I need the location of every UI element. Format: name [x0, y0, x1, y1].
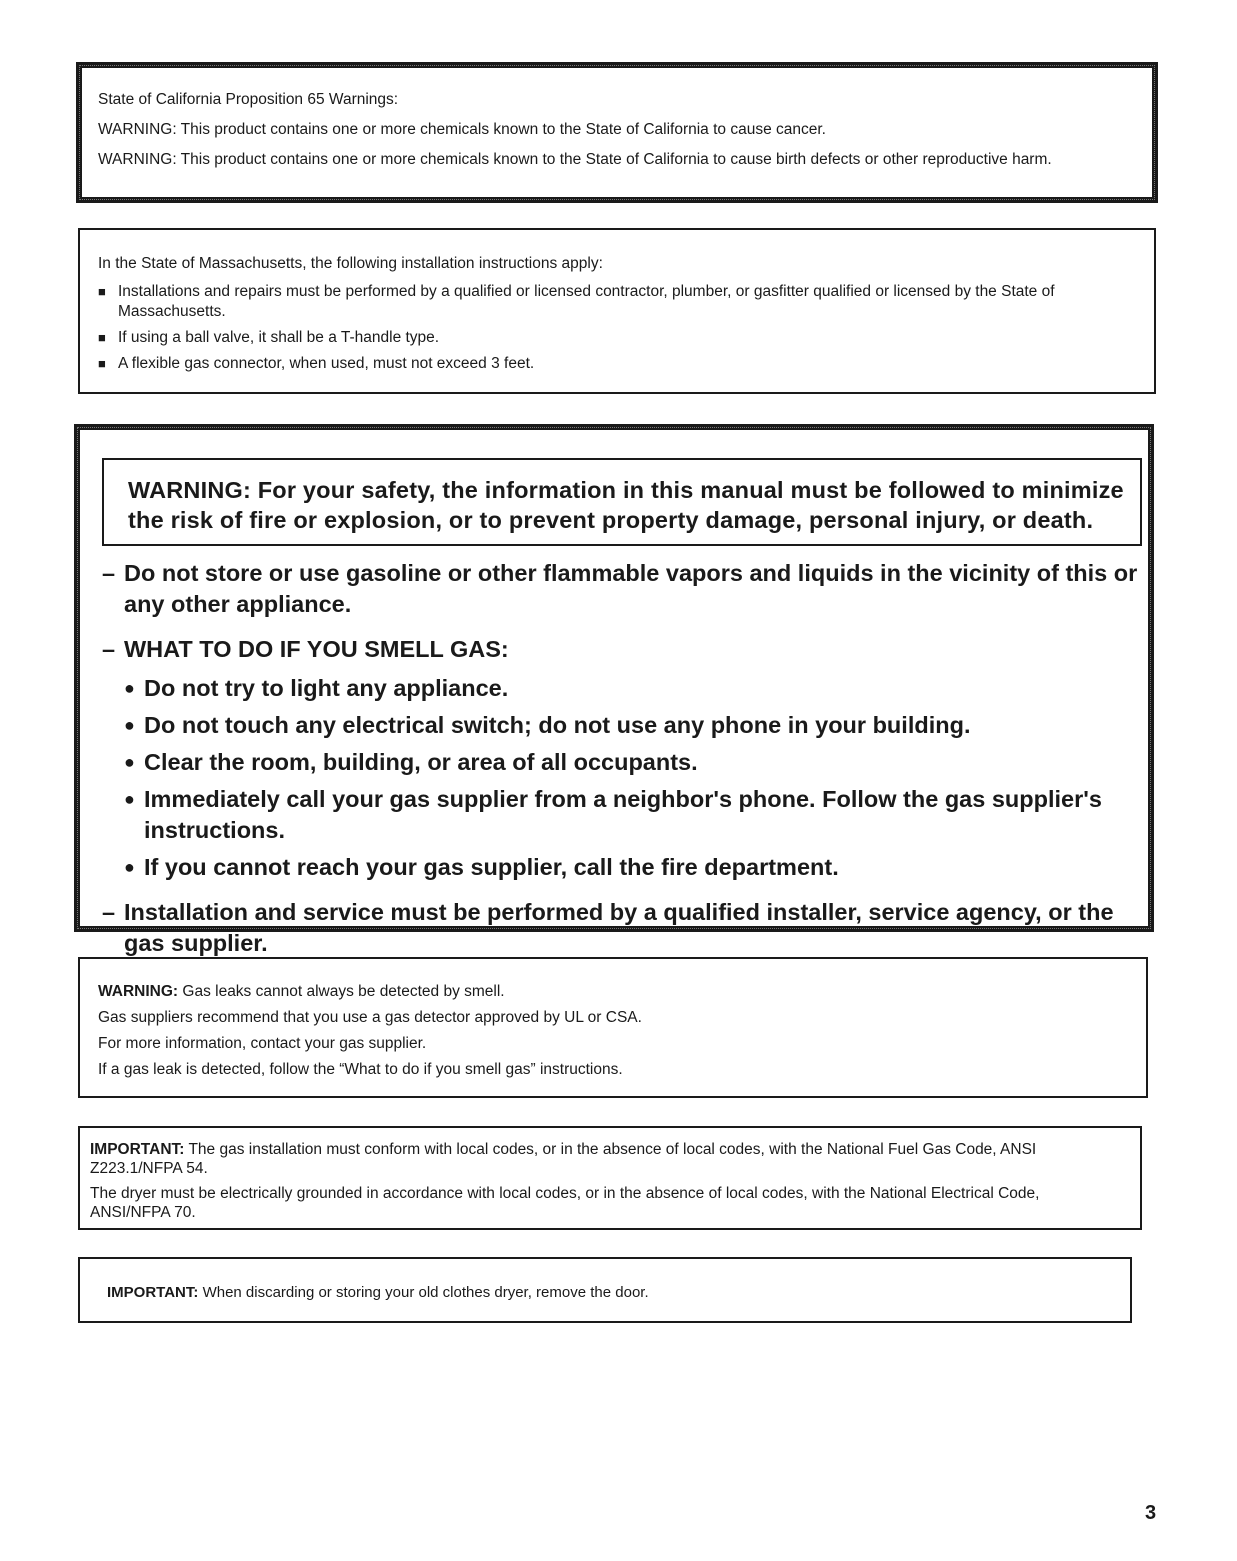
bullet-icon: ● [124, 789, 135, 809]
warning-label: WARNING: [98, 983, 179, 1000]
list-item: ■ Installations and repairs must be performed by a qualified or licensed contractor, plumber, or gasfitter qualified or licensed by the State of Massachusetts. [98, 282, 1128, 322]
dash-marker: – [102, 899, 116, 925]
door-removal-box [78, 1257, 1132, 1323]
gas-leak-line3: For more information, contact your gas supplier. [98, 1035, 427, 1052]
prop65-cancer-warning: WARNING: This product contains one or more chemicals known to the State of California to cause cancer. [98, 121, 826, 138]
gas-leak-line2: Gas suppliers recommend that you use a gas detector approved by UL or CSA. [98, 1009, 642, 1026]
page-number: 3 [1145, 1502, 1157, 1524]
list-item: ■ If using a ball valve, it shall be a T-handle type. [98, 328, 1128, 348]
important-label: IMPORTANT: [107, 1284, 199, 1301]
flammable-vapors-text: Do not store or use gasoline or other flammable vapors and liquids in the vicinity of this or any other appliance. [124, 560, 1138, 617]
prop65-reproductive-warning: WARNING: This product contains one or more chemicals known to the State of California to cause birth defects or other reproductive harm. [98, 151, 1052, 168]
massachusetts-list [98, 282, 1154, 374]
list-item: ● Do not touch any electrical switch; do not use any phone in your building. [124, 710, 1142, 741]
list-item: ■ A flexible gas connector, when used, must not exceed 3 feet. [98, 354, 1128, 374]
qualified-installer-text: Installation and service must be performed by a qualified installer, service agency, or the gas supplier. [124, 899, 1114, 956]
smell-gas-heading: WHAT TO DO IF YOU SMELL GAS: [124, 636, 509, 662]
safety-headline-line1: WARNING: For your safety, the information in this manual must be followed to minimize [128, 477, 1124, 503]
safety-instructions [102, 558, 1142, 973]
list-item: ● Do not try to light any appliance. [124, 673, 1142, 704]
massachusetts-intro: In the State of Massachusetts, the following installation instructions apply: [98, 255, 603, 272]
massachusetts-instructions-box [78, 228, 1156, 394]
door-removal-text: IMPORTANT: When discarding or storing your old clothes dryer, remove the door. [107, 1284, 649, 1301]
gas-code-paragraph: IMPORTANT: The gas installation must conform with local codes, or in the absence of local codes, with the National Fuel Gas Code, ANSI Z223.1/NFPA 54. [90, 1141, 1037, 1177]
safety-warning-box [74, 424, 1154, 956]
dash-marker: – [102, 636, 116, 662]
bullet-icon: ● [124, 752, 135, 772]
installation-codes-box [78, 1126, 1142, 1230]
flammable-vapors-warning [102, 558, 1142, 620]
smell-gas-section [102, 634, 1142, 883]
list-item: ● Immediately call your gas supplier from a neighbor's phone. Follow the gas supplier's instructions. [124, 786, 1102, 843]
list-item: ● If you cannot reach your gas supplier, call the fire department. [124, 852, 1142, 883]
qualified-installer-warning [102, 897, 1142, 959]
dash-marker: – [102, 560, 116, 586]
important-label: IMPORTANT: [90, 1141, 185, 1158]
bullet-icon: ● [124, 715, 135, 735]
safety-headline-line2: the risk of fire or explosion, or to prevent property damage, personal injury, or death. [128, 507, 1094, 533]
bullet-icon: ● [124, 678, 135, 698]
smell-gas-steps [124, 673, 1142, 883]
gas-leak-line4: If a gas leak is detected, follow the “What to do if you smell gas” instructions. [98, 1061, 623, 1078]
safety-headline [102, 458, 1142, 546]
gas-leak-line1: WARNING: Gas leaks cannot always be detected by smell. [98, 983, 505, 1000]
bullet-icon: ● [124, 857, 135, 877]
prop65-title: State of California Proposition 65 Warnings: [98, 91, 399, 108]
list-item: ● Clear the room, building, or area of all occupants. [124, 747, 1142, 778]
gas-leak-warning-box [78, 957, 1148, 1098]
prop65-warning-box [76, 62, 1158, 203]
electrical-code-paragraph: The dryer must be electrically grounded in accordance with local codes, or in the absence of local codes, with the National Electrical Code, ANSI/NFPA 70. [90, 1185, 1040, 1221]
